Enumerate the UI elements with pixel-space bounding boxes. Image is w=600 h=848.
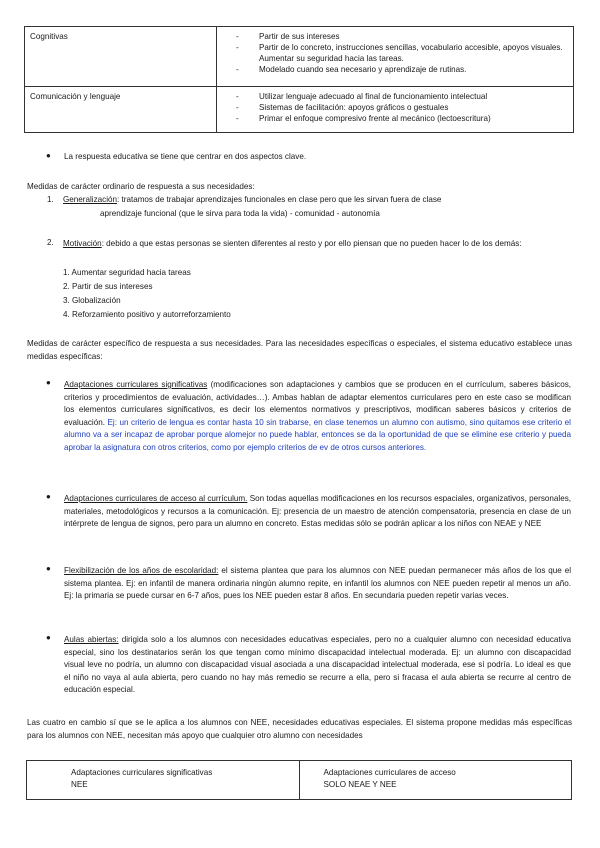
table-row (25, 87, 574, 133)
bullet-text: el sistema plantea que para los alumnos con NEE puedan permanecer más años de los que el sistema plantea. Ej: en infantil de manera ordinaria ningún alumno repite, en infantil los alumnos con NEE pueden repetir al menos un año. Ej: la primaria se puede cursar en 6-7 años, pues los NEE pueden estar 8 años. En secundaria pueden repetir varias veces. (64, 566, 571, 601)
bullet-adaptaciones-acceso (64, 493, 571, 531)
list-item: 4. Reforzamiento positivo y autorreforzamiento (63, 310, 231, 319)
row-label-cognitivas: Cognitivas (25, 27, 217, 87)
item-number: 1. (47, 195, 54, 204)
table-row (25, 27, 574, 87)
cell-sub: NEE (71, 780, 88, 789)
specific-heading: Medidas de carácter específico de respuesta a sus necesidades. Para las necesidades específicas o especiales, el sistema educativo establece unas medidas específicas: (27, 339, 572, 361)
ordinary-item-generalizacion (63, 195, 563, 204)
list-item: - Primar el enfoque compresivo frente al mecánico (lectoescritura) (222, 113, 568, 124)
needs-table (24, 26, 574, 133)
bullet-text: Son todas aquellas modificaciones en los recursos espaciales, organizativos, personales, materiales, metodológicos y recursos a la comunicación. Ej: presencia de un maestro de atención compensatoria, presencia en clase de un intérprete de lengua de signos, pero para un alumno en concreto. Estas medidas sólo se podrán aplicar a los niños con NEAE y NEE (64, 494, 572, 529)
cell-acceso (299, 761, 572, 800)
cell-sub: SOLO NEAE Y NEE (323, 780, 397, 789)
bullet-flexibilizacion (64, 565, 571, 603)
table-row (27, 761, 572, 800)
cell-significativas (27, 761, 300, 800)
row-label-comunicacion: Comunicación y lenguaje (25, 87, 217, 133)
term: Aulas abiertas: (64, 635, 119, 644)
term: Generalización (63, 195, 117, 204)
list-item: - Partir de sus intereses (222, 31, 568, 42)
item-text: : tratamos de trabajar aprendizajes funcionales en clase pero que les sirvan fuera de clase (117, 195, 442, 204)
list-item: 3. Globalización (63, 296, 121, 305)
item-number: 2. (47, 238, 54, 247)
list-item: 1. Aumentar seguridad hacia tareas (63, 268, 191, 277)
bullet-aulas-abiertas (64, 634, 571, 697)
bullet-dot: ● (46, 151, 51, 160)
list-item: - Sistemas de facilitación: apoyos gráficos o gestuales (222, 102, 568, 113)
bullet-text: (modificaciones son adaptaciones y cambios que se producen en el currículum, saberes básicos, criterios y procedimientos de evaluación, actividades…). Ambas hablan de adaptar elementos curriculares pero en este caso se modifican los elementos curriculares significativos, es decir los elementos normativos y prescriptivos, modifican saberes básicos y criterios de evaluación. (64, 380, 571, 427)
term: Adaptaciones curriculares significativas (64, 380, 208, 389)
bullet-dot: ● (46, 564, 51, 573)
bullet-adaptaciones-significativas (64, 379, 571, 455)
ordinary-heading: Medidas de carácter ordinario de respuesta a sus necesidades: (27, 182, 255, 191)
bullet-dot: ● (46, 378, 51, 387)
motivacion-sublist (63, 266, 231, 322)
ordinary-item-motivacion (63, 238, 571, 251)
term: Motivación (63, 239, 102, 248)
term: Adaptaciones curriculares de acceso al currículum. (64, 494, 248, 503)
cell-title: Adaptaciones curriculares significativas (71, 768, 213, 777)
bullet-intro: La respuesta educativa se tiene que centrar en dos aspectos clave. (64, 152, 307, 161)
bullet-dot: ● (46, 633, 51, 642)
list-item: - Utilizar lenguaje adecuado al final de funcionamiento intelectual (222, 91, 568, 102)
item-text: : debido a que estas personas se sienten diferentes al resto y por ello piensan que no pueden hacer lo de los demás: (101, 239, 522, 248)
list-item: - Modelado cuando sea necesario y aprendizaje de rutinas. (222, 64, 568, 75)
list-item: - Partir de lo concreto, instrucciones sencillas, vocabulario accesible, apoyos visuales. Aumentar su seguridad hacia las tareas. (222, 42, 568, 64)
closing-paragraph: Las cuatro en cambio sí que se le aplica a los alumnos con NEE, necesidades educativas especiales. El sistema propone medidas más específicas para los alumnos con NEE, necesitan más apoyo que cualquier otro alumno con necesidades (27, 718, 572, 740)
cell-title: Adaptaciones curriculares de acceso (323, 768, 456, 777)
item-continuation: aprendizaje funcional (que le sirva para toda la vida) - comunidad - autonomía (100, 209, 380, 218)
bullet-text: dirigida solo a los alumnos con necesidades educativas especiales, pero no a cualquier alumno con necesidad educativa especial, sino los destinatarios serán los que tengan como mínimo discapacidad intelectual moderada. Ej: un alumno con discapacidad visual leve no podría, un alumno con discapacidad visual asociada a una discapacidad intelectual moderada, ese sí podría. Lo ideal es que el niño no vaya al aula abierta, pero cuando no hay más remedio se recurre a ella, pero si fracasa el aula abierta se recurre al centro de educación especial. (64, 635, 571, 695)
row-content (217, 27, 574, 87)
example-text: Ej: un criterio de lengua es contar hasta 10 sin trabarse, en clase tenemos un alumno con autismo, sino quitamos ese criterio el alumno va a ser incapaz de aprobar porque alomejor no puede hablar, entonces se da la oportunidad de que se elimine ese criterio y pueda aprobar la asignatura con otros criterios, como por ejemplo criterios de ev de otros cursos anteriores. (64, 417, 571, 452)
term: Flexibilización de los años de escolaridad: (64, 566, 219, 575)
list-item: 2. Partir de sus intereses (63, 282, 153, 291)
bullet-dot: ● (46, 492, 51, 501)
row-content (217, 87, 574, 133)
comparison-table (26, 760, 572, 800)
